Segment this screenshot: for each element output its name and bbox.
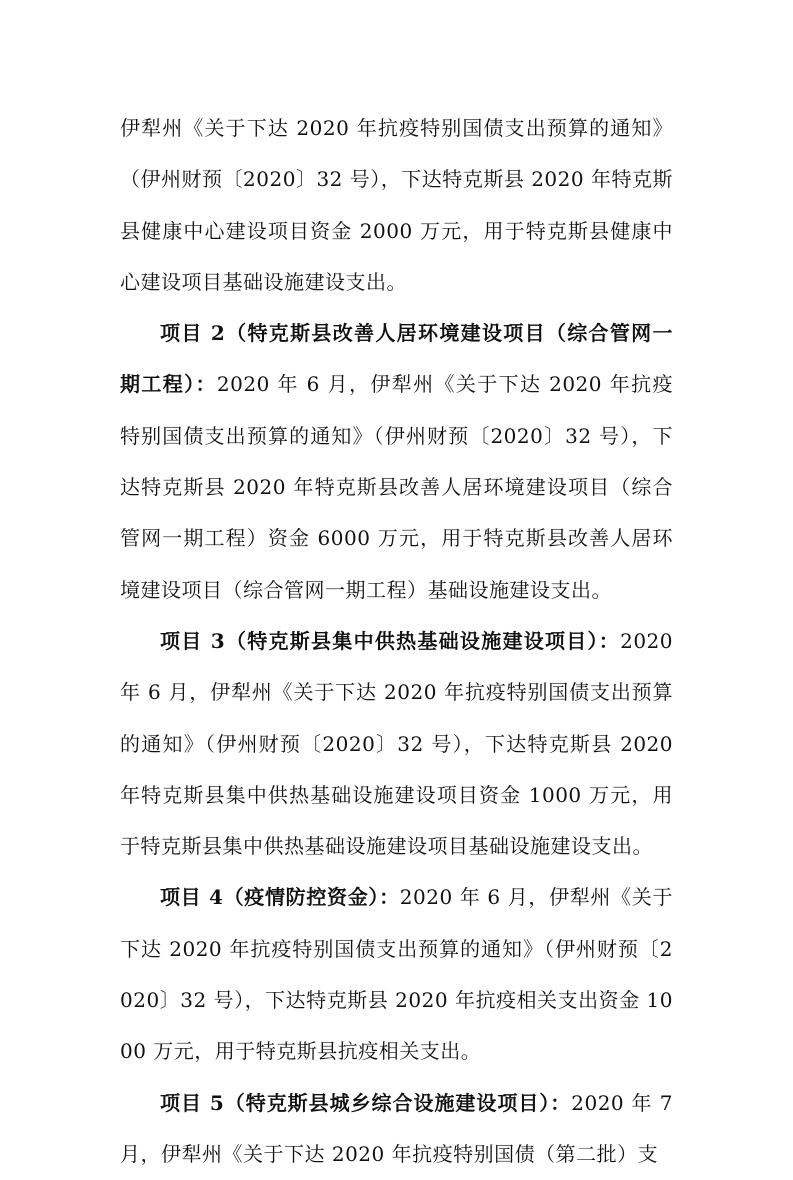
paragraph-1	[120, 103, 673, 308]
paragraph-5	[120, 1078, 673, 1180]
paragraph-3-text: 2020 年 6 月，伊犁州《关于下达 2020 年抗疫特别国债支出预算的通知》（伊州财预〔2020〕32 号），下达特克斯县 2020 年特克斯县集中供热基础设施建设项目资金 1000 万元，用于特克斯县集中供热基础设施建设项目基础设施建设支出。	[120, 628, 673, 859]
paragraph-2-text: 2020 年 6 月，伊犁州《关于下达 2020 年抗疫特别国债支出预算的通知》（伊州财预〔2020〕32 号），下达特克斯县 2020 年特克斯县改善人居环境建设项目（综合管网一期工程）资金 6000 万元，用于特克斯县改善人居环境建设项目（综合管网一期工程）基础设施建设支出。	[120, 372, 673, 602]
paragraph-4-heading: 项目 4（疫情防控资金）：	[160, 885, 400, 910]
document-page	[120, 103, 673, 1180]
paragraph-5-text: 2020 年 7 月，伊犁州《关于下达 2020 年抗疫特别国债（第二批）支	[120, 1090, 673, 1166]
paragraph-2-heading: 项目 2（特克斯县改善人居环境建设项目（综合管网一期工程）：	[120, 321, 673, 397]
paragraph-1-text: 伊犁州《关于下达 2020 年抗疫特别国债支出预算的通知》（伊州财预〔2020〕32 号），下达特克斯县 2020 年特克斯县健康中心建设项目资金 2000 万元，用于特克斯县健康中心建设项目基础设施建设支出。	[120, 116, 673, 294]
paragraph-4	[120, 872, 673, 1077]
paragraph-4-text: 2020 年 6 月，伊犁州《关于下达 2020 年抗疫特别国债支出预算的通知》（伊州财预〔2020〕32 号），下达特克斯县 2020 年抗疫相关支出资金 1000 万元，用于特克斯县抗疫相关支出。	[120, 885, 673, 1064]
paragraph-3	[120, 616, 673, 872]
paragraph-3-heading: 项目 3（特克斯县集中供热基础设施建设项目）：	[160, 628, 621, 653]
paragraph-2	[120, 308, 673, 616]
paragraph-5-heading: 项目 5（特克斯县城乡综合设施建设项目）：	[160, 1090, 572, 1115]
